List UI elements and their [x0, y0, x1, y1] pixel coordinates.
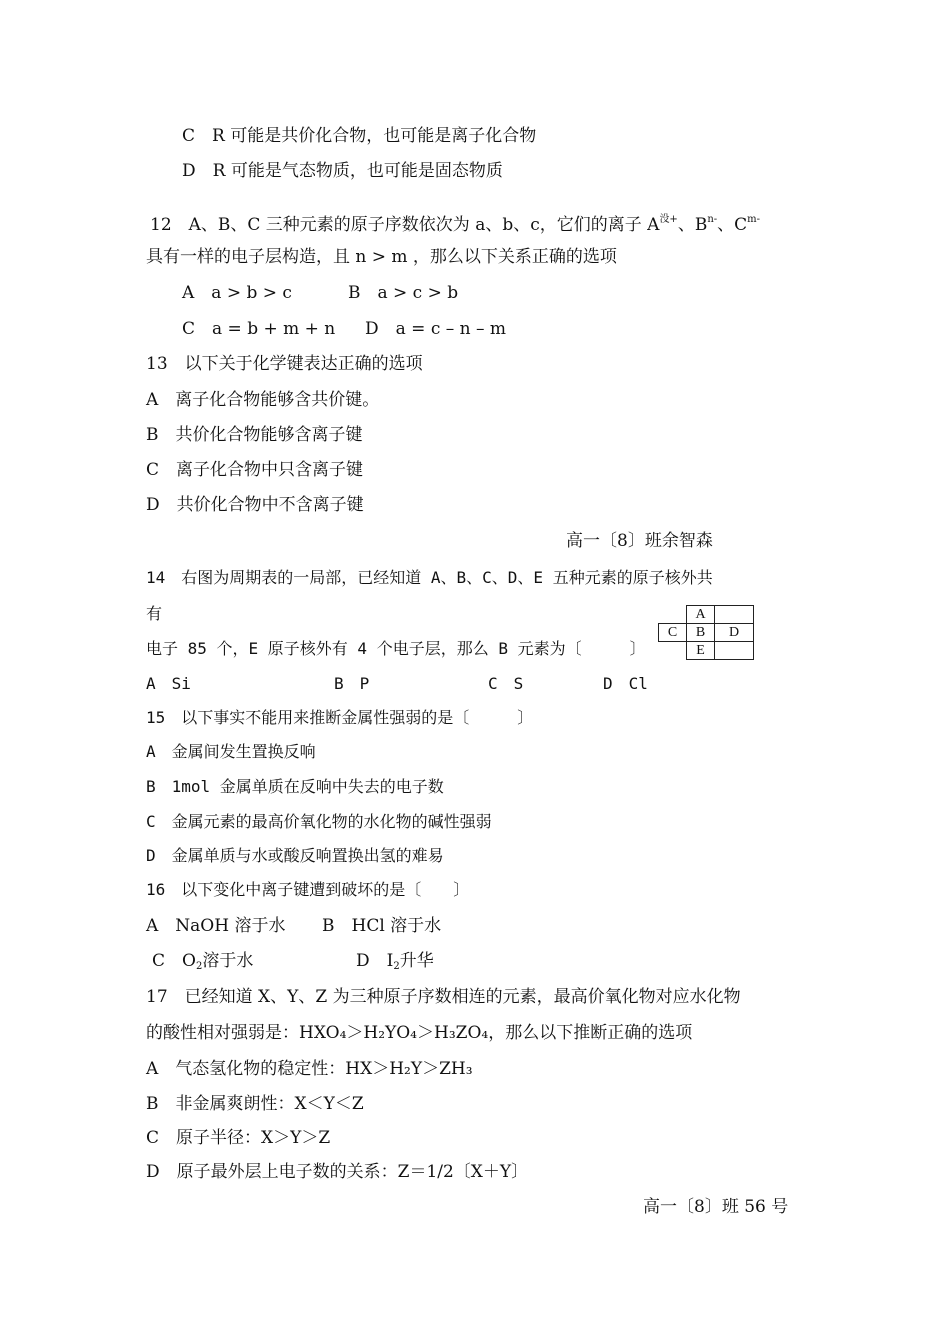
q16-option-a: A NaOH 溶于水: [146, 916, 286, 936]
periodic-table-row: [659, 642, 754, 660]
q17-option-b: B 非金属爽朗性：X＜Y＜Z: [146, 1094, 364, 1114]
periodic-table-cell: [715, 606, 754, 624]
q16-option-c-text: C O: [152, 951, 196, 971]
q13-stem: 13 以下关于化学键表达正确的选项: [146, 354, 423, 374]
q16-option-d-subscript: 2: [393, 961, 400, 972]
q15-option-b: B 1mol 金属单质在反响中失去的电子数: [146, 777, 444, 796]
q12-stem-line2: 具有一样的电子层构造，且 n > m ，那么以下关系正确的选项: [146, 247, 617, 267]
q14-stem-line1: 14 右图为周期表的一局部，已经知道 A、B、C、D、E 五种元素的原子核外共: [146, 568, 713, 587]
q14-option-b: B P: [334, 674, 370, 693]
q12-option-b: B a > c > b: [348, 283, 459, 303]
periodic-table-cell: B: [687, 624, 715, 642]
author-credit-1: 高一〔8〕班余智森: [566, 531, 713, 551]
q15-option-a: A 金属间发生置换反响: [146, 742, 316, 761]
q17-stem-line2: 的酸性相对强弱是：HXO₄＞H₂YO₄＞H₃ZO₄，那么以下推断正确的选项: [146, 1023, 693, 1043]
q11-option-d: D R 可能是气态物质，也可能是固态物质: [182, 161, 503, 181]
q17-option-d: D 原子最外层上电子数的关系：Z＝1/2〔X＋Y〕: [146, 1162, 529, 1182]
periodic-table-cell: [715, 642, 754, 660]
q14-option-a: A Si: [146, 674, 191, 693]
q12-ion-c-charge: m-: [747, 214, 761, 225]
q12-option-c: C a = b + m + n: [182, 319, 336, 339]
q17-option-a: A 气态氢化物的稳定性：HX＞H₂Y＞ZH₃: [146, 1059, 473, 1079]
q15-stem: 15 以下事实不能用来推断金属性强弱的是〔 〕: [146, 708, 534, 727]
q17-option-c: C 原子半径：X＞Y＞Z: [146, 1128, 331, 1148]
q13-option-b: B 共价化合物能够含离子键: [146, 425, 363, 445]
q13-option-a: A 离子化合物能够含共价键。: [146, 390, 380, 410]
periodic-table-cell: [659, 606, 687, 624]
q12-option-a: A a > b > c: [182, 283, 292, 303]
q12-ion-b-charge: n-: [707, 214, 718, 225]
q15-option-c: C 金属元素的最高价氧化物的水化物的碱性强弱: [146, 812, 492, 831]
periodic-table-row: [659, 606, 754, 624]
q16-option-c-subscript: 2: [195, 961, 203, 972]
q12-stem-line1: [150, 208, 760, 237]
q12-ion-c: 、C: [717, 215, 748, 235]
q16-option-c-suffix: 溶于水: [202, 951, 254, 971]
q16-stem: 16 以下变化中离子键遭到破坏的是〔 〕: [146, 880, 470, 899]
periodic-table-cell: C: [659, 624, 687, 642]
author-credit-2: 高一〔8〕班 56 号: [643, 1197, 789, 1217]
periodic-table-cell: D: [715, 624, 754, 642]
periodic-table-row: [659, 624, 754, 642]
q14-stem-line3: 电子 85 个，E 原子核外有 4 个电子层，那么 B 元素为〔 〕: [146, 639, 646, 658]
q14-stem-line2: 有: [146, 604, 163, 623]
q15-option-d: D 金属单质与水或酸反响置换出氢的难易: [146, 846, 444, 865]
q12-option-d: D a = c – n – m: [365, 319, 507, 339]
q16-option-d-suffix: 升华: [399, 951, 434, 971]
q16-option-d-text: D I: [356, 951, 394, 971]
q16-option-d: [356, 949, 434, 979]
q12-ion-b: 、B: [677, 215, 708, 235]
periodic-table-fragment: [658, 605, 754, 660]
periodic-table-cell: [659, 642, 687, 660]
q14-option-d: D Cl: [603, 674, 648, 693]
q11-option-c: C R 可能是共价化合物，也可能是离子化合物: [182, 126, 537, 146]
q12-ion-a-charge: 没+: [659, 214, 678, 225]
q14-option-c: C S: [488, 674, 524, 693]
periodic-table-cell: E: [687, 642, 715, 660]
q13-option-d: D 共价化合物中不含离子键: [146, 495, 364, 515]
periodic-table-cell: A: [687, 606, 715, 624]
q17-stem-line1: 17 已经知道 X、Y、Z 为三种原子序数相连的元素，最高价氧化物对应水化物: [146, 987, 741, 1007]
q16-option-c: [152, 949, 253, 979]
q13-option-c: C 离子化合物中只含离子键: [146, 460, 364, 480]
q12-stem-text: 12 A、B、C 三种元素的原子序数依次为 a、b、c，它们的离子 A: [150, 215, 660, 235]
q16-option-b: B HCl 溶于水: [322, 916, 442, 936]
